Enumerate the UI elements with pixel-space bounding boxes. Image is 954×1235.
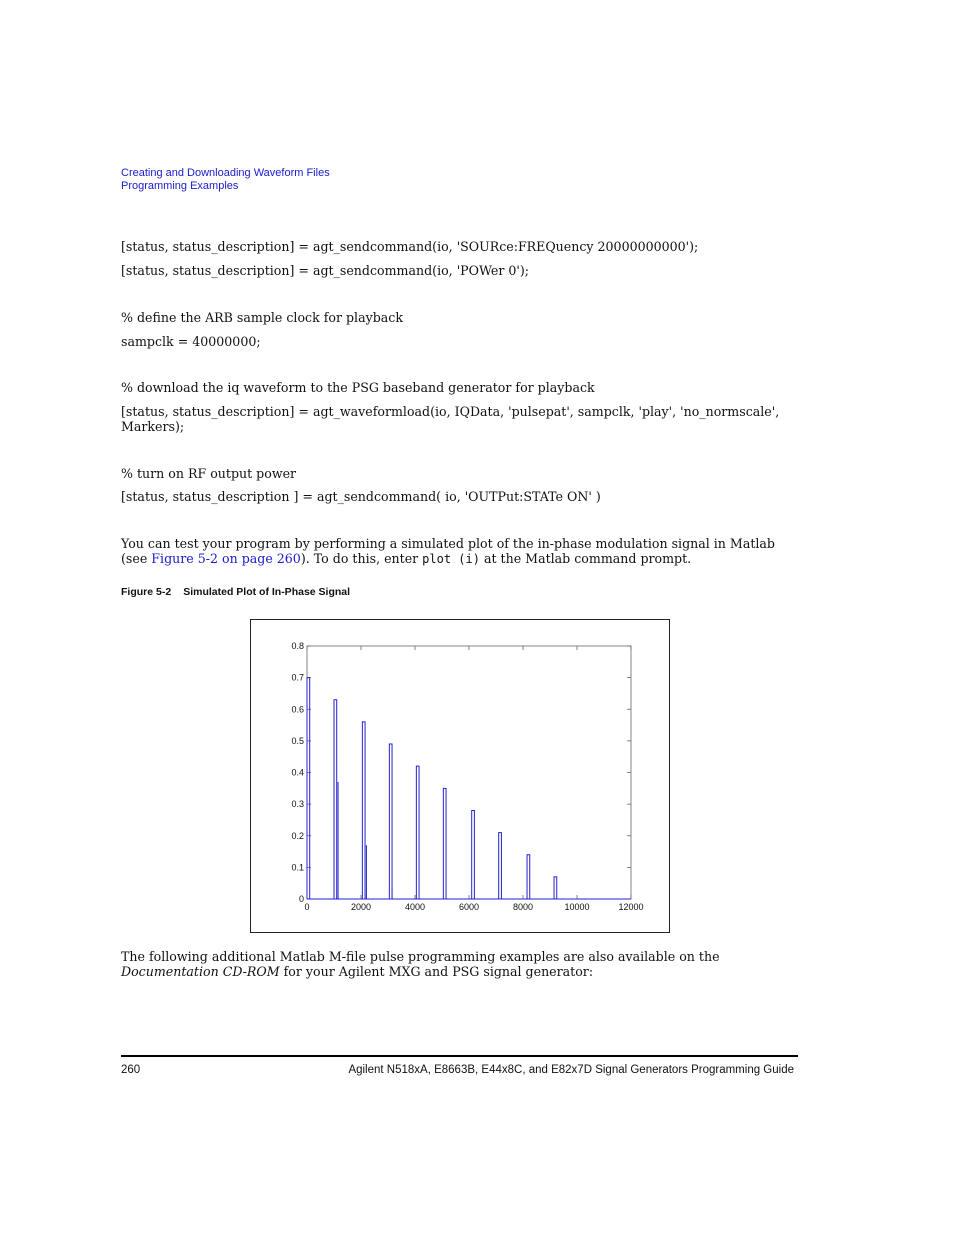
y-tick-label: 0 [298, 894, 304, 904]
code-comment-download: % download the iq waveform to the PSG baseband generator for playback [121, 380, 595, 395]
paragraph-text: ). To do this, enter [300, 551, 423, 566]
x-tick-label: 8000 [512, 902, 534, 912]
italic-title: Documentation CD-ROM [121, 964, 280, 979]
header-chapter-link[interactable]: Creating and Downloading Waveform Files [121, 167, 330, 179]
code-comment-sample-clock: % define the ARB sample clock for playback [121, 310, 403, 325]
y-tick-label: 0.3 [291, 799, 304, 810]
inline-code: plot (i) [422, 552, 480, 566]
x-tick-label: 4000 [404, 902, 426, 912]
footer-guide-title: Agilent N518xA, E8663B, E44x8C, and E82x7D Signal Generators Programming Guide [348, 1064, 794, 1076]
page-number: 260 [121, 1064, 141, 1076]
y-tick-label: 0.2 [291, 830, 304, 841]
figure-number: Figure 5-2 [121, 586, 172, 598]
code-line-source-frequency: [status, status_description] = agt_sendcommand(io, 'SOURce:FREQuency 20000000000'); [121, 239, 699, 254]
x-tick-label: 2000 [350, 902, 372, 912]
y-tick-label: 0.5 [291, 735, 304, 746]
code-line-waveformload: [status, status_description] = agt_waveformload(io, IQData, 'pulsepat', sampclk, 'play', 'no_normscale', Markers); [121, 404, 780, 434]
code-line-power: [status, status_description] = agt_sendcommand(io, 'POWer 0'); [121, 263, 529, 278]
signal-pulse [362, 722, 365, 899]
figure-caption [121, 586, 350, 598]
code-comment-rf-output: % turn on RF output power [121, 466, 297, 481]
paragraph-additional-examples [121, 949, 785, 979]
paragraph-text: The following additional Matlab M-file pulse programming examples are also available on the [121, 949, 720, 964]
y-tick-label: 0.8 [291, 641, 304, 651]
header-section-link[interactable]: Programming Examples [121, 179, 239, 192]
figure-title: Simulated Plot of In-Phase Signal [183, 586, 351, 598]
y-tick-label: 0.7 [291, 672, 304, 683]
code-line-sampclk: sampclk = 40000000; [121, 334, 261, 349]
in-phase-signal-chart [251, 620, 668, 931]
footer-divider [121, 1055, 798, 1057]
signal-pulse [527, 855, 530, 899]
paragraph-text: You can test your program by performing a simulated plot of the in-phase modulation signal in Matlab (see [121, 536, 775, 566]
y-tick-label: 0.6 [291, 704, 304, 715]
signal-pulse [499, 833, 502, 899]
signal-pulse [443, 788, 446, 899]
y-tick-label: 0.1 [291, 862, 304, 873]
signal-pulse [334, 700, 337, 899]
figure-link[interactable]: Figure 5-2 on page 260 [151, 551, 301, 566]
signal-pulse [416, 766, 419, 899]
signal-pulse [307, 678, 310, 899]
x-tick-label: 6000 [458, 902, 480, 912]
running-header [121, 167, 330, 192]
plot-area-frame [307, 646, 631, 899]
x-tick-label: 10000 [564, 902, 590, 912]
x-tick-label: 12000 [618, 902, 644, 912]
paragraph-text: for your Agilent MXG and PSG signal generator: [279, 964, 594, 979]
signal-pulse [389, 744, 392, 899]
signal-pulse [472, 810, 475, 899]
paragraph-test-program [121, 536, 785, 567]
figure-plot-frame [250, 619, 670, 933]
signal-pulse [554, 877, 557, 899]
x-tick-label: 0 [304, 902, 310, 912]
paragraph-text: at the Matlab command prompt. [479, 551, 692, 566]
code-line-output-state: [status, status_description ] = agt_sendcommand( io, 'OUTPut:STATe ON' ) [121, 489, 601, 504]
y-tick-label: 0.4 [291, 767, 304, 778]
